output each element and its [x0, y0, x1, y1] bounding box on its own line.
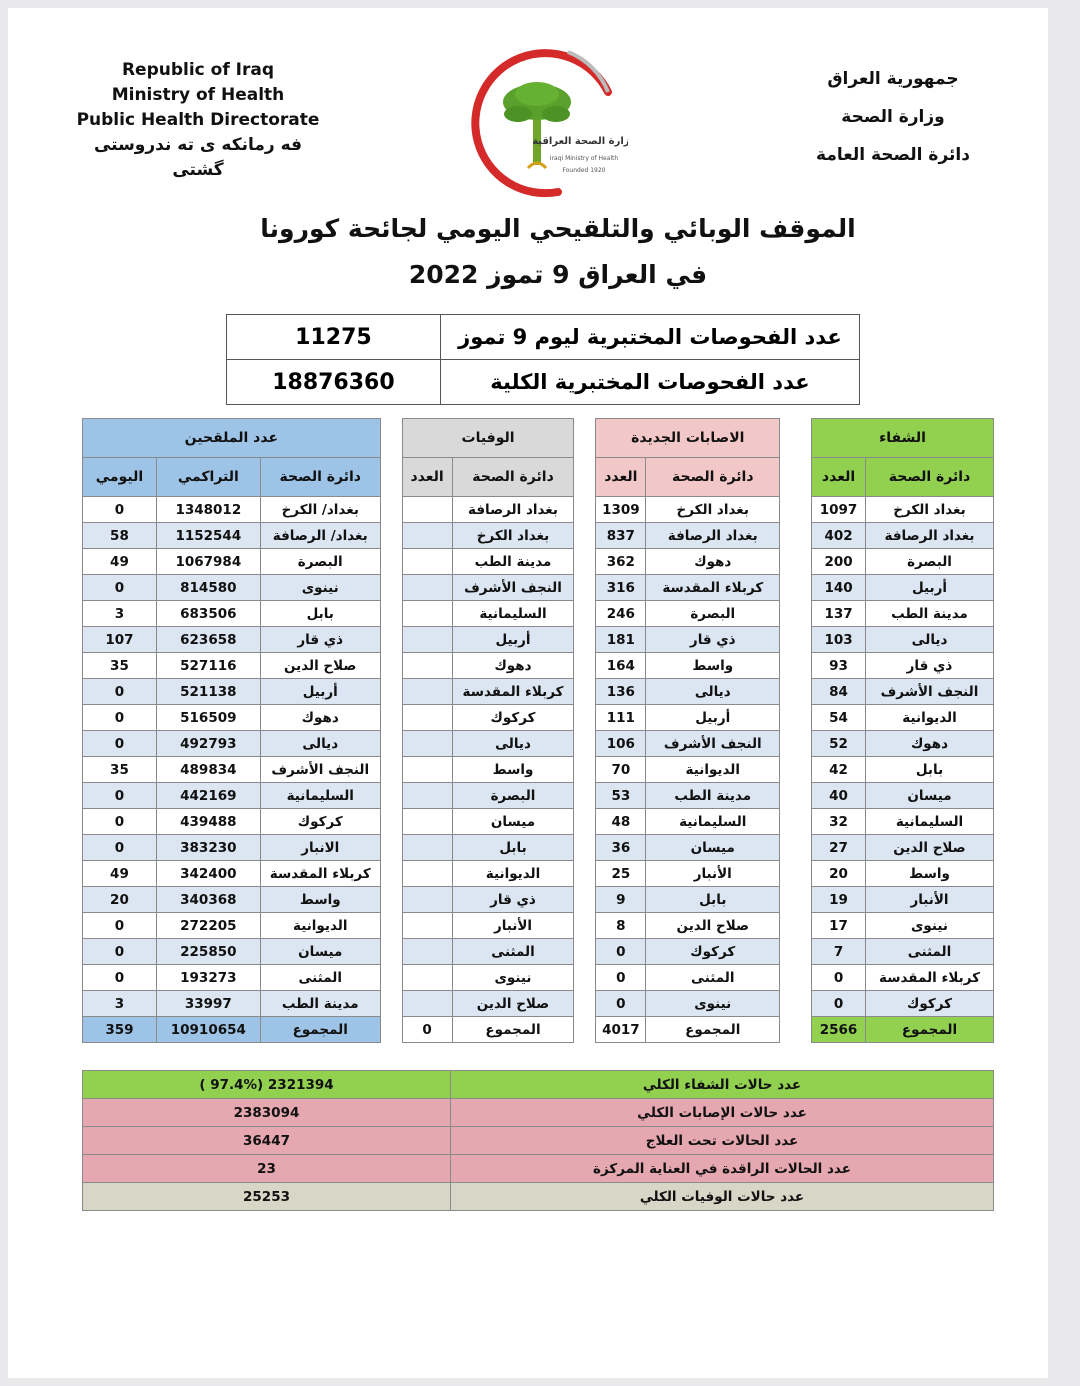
vac-cumulative-cell: 342400: [156, 861, 260, 887]
bulletin-page: [8, 8, 1048, 1378]
new-count-cell: 316: [596, 575, 646, 601]
table-row: [83, 653, 994, 679]
new-count-cell: 111: [596, 705, 646, 731]
section-new-cases: الاصابات الجديدة: [596, 419, 780, 458]
table-row: [83, 939, 994, 965]
new-count-cell: 0: [596, 939, 646, 965]
new-directorate-cell: المثنى: [646, 965, 780, 991]
summary-label: عدد الحالات تحت العلاج: [451, 1127, 994, 1155]
table-row: [83, 549, 994, 575]
total-new-label: المجموع: [646, 1017, 780, 1043]
rec-directorate-cell: بغداد الرصافة: [866, 523, 994, 549]
rec-directorate-cell: بابل: [866, 757, 994, 783]
lab-tests-daily-label: عدد الفحوصات المختبرية ليوم 9 تموز: [440, 315, 859, 360]
death-directorate-cell: الديوانية: [452, 861, 574, 887]
vac-cumulative-cell: 489834: [156, 757, 260, 783]
table-row: [83, 731, 994, 757]
vac-directorate-cell: صلاح الدين: [260, 653, 380, 679]
vac-daily-cell: 0: [83, 575, 157, 601]
death-count-cell: [402, 705, 452, 731]
summary-value: 2383094: [83, 1099, 451, 1127]
lab-tests-total-label: عدد الفحوصات المختبرية الكلية: [440, 360, 859, 405]
vac-cumulative-cell: 521138: [156, 679, 260, 705]
vac-cumulative-cell: 272205: [156, 913, 260, 939]
vac-cumulative-cell: 623658: [156, 627, 260, 653]
total-recovery-label: المجموع: [866, 1017, 994, 1043]
vac-directorate-cell: بغداد/ الكرخ: [260, 497, 380, 523]
rec-directorate-cell: السليمانية: [866, 809, 994, 835]
death-count-cell: [402, 757, 452, 783]
total-new-cases: 4017: [596, 1017, 646, 1043]
rec-count-cell: 93: [812, 653, 866, 679]
death-count-cell: [402, 549, 452, 575]
table-row: [83, 965, 994, 991]
vac-cumulative-cell: 1152544: [156, 523, 260, 549]
table-row: [83, 913, 994, 939]
total-vac-daily: 359: [83, 1017, 157, 1043]
header-en-line-3: Public Health Directorate: [76, 110, 320, 130]
rec-count-cell: 32: [812, 809, 866, 835]
rec-count-cell: 402: [812, 523, 866, 549]
vac-cumulative-cell: 33997: [156, 991, 260, 1017]
death-count-cell: [402, 653, 452, 679]
title-line-2: في العراق 9 تموز 2022: [408, 260, 708, 289]
vac-daily-cell: 0: [83, 705, 157, 731]
col-vac-directorate: دائرة الصحة: [260, 458, 380, 497]
vac-cumulative-cell: 340368: [156, 887, 260, 913]
vac-daily-cell: 0: [83, 939, 157, 965]
vac-daily-cell: 0: [83, 809, 157, 835]
new-directorate-cell: أربيل: [646, 705, 780, 731]
vac-cumulative-cell: 1067984: [156, 549, 260, 575]
new-count-cell: 1309: [596, 497, 646, 523]
header-ar-line-3: دائرة الصحة العامة: [816, 145, 970, 165]
section-deaths: الوفيات: [402, 419, 574, 458]
col-vac-cumulative: التراكمي: [156, 458, 260, 497]
rec-count-cell: 42: [812, 757, 866, 783]
vac-daily-cell: 0: [83, 913, 157, 939]
new-count-cell: 8: [596, 913, 646, 939]
death-count-cell: [402, 965, 452, 991]
death-count-cell: [402, 523, 452, 549]
vac-daily-cell: 0: [83, 497, 157, 523]
ministry-logo: [448, 32, 628, 202]
rec-count-cell: 140: [812, 575, 866, 601]
death-directorate-cell: كركوك: [452, 705, 574, 731]
new-count-cell: 0: [596, 965, 646, 991]
page-title: [208, 206, 908, 298]
death-count-cell: [402, 783, 452, 809]
death-count-cell: [402, 497, 452, 523]
summary-table: [82, 1070, 994, 1211]
new-directorate-cell: صلاح الدين: [646, 913, 780, 939]
vac-cumulative-cell: 492793: [156, 731, 260, 757]
table-row: [83, 991, 994, 1017]
new-count-cell: 0: [596, 991, 646, 1017]
col-vac-daily: اليومي: [83, 458, 157, 497]
summary-label: عدد حالات الوفيات الكلي: [451, 1183, 994, 1211]
summary-row: [83, 1127, 994, 1155]
vac-cumulative-cell: 439488: [156, 809, 260, 835]
new-directorate-cell: كركوك: [646, 939, 780, 965]
summary-row: [83, 1183, 994, 1211]
death-directorate-cell: الأنبار: [452, 913, 574, 939]
new-count-cell: 164: [596, 653, 646, 679]
table-row: [83, 523, 994, 549]
section-recovery: الشفاء: [812, 419, 994, 458]
rec-directorate-cell: صلاح الدين: [866, 835, 994, 861]
new-directorate-cell: واسط: [646, 653, 780, 679]
vac-cumulative-cell: 442169: [156, 783, 260, 809]
rec-directorate-cell: ذي قار: [866, 653, 994, 679]
death-count-cell: [402, 887, 452, 913]
rec-count-cell: 7: [812, 939, 866, 965]
rec-directorate-cell: كربلاء المقدسة: [866, 965, 994, 991]
new-directorate-cell: نينوى: [646, 991, 780, 1017]
new-directorate-cell: الأنبار: [646, 861, 780, 887]
new-directorate-cell: بغداد الرصافة: [646, 523, 780, 549]
summary-label: عدد الحالات الراقدة في العناية المركزة: [451, 1155, 994, 1183]
new-count-cell: 181: [596, 627, 646, 653]
rec-directorate-cell: واسط: [866, 861, 994, 887]
table-row: [83, 861, 994, 887]
death-directorate-cell: أربيل: [452, 627, 574, 653]
header-ar-line-2: وزارة الصحة: [841, 107, 945, 127]
table-row: [83, 679, 994, 705]
summary-value: 36447: [83, 1127, 451, 1155]
death-count-cell: [402, 991, 452, 1017]
col-rec-count: العدد: [812, 458, 866, 497]
new-directorate-cell: بابل: [646, 887, 780, 913]
new-count-cell: 362: [596, 549, 646, 575]
vac-directorate-cell: كربلاء المقدسة: [260, 861, 380, 887]
death-count-cell: [402, 835, 452, 861]
vac-directorate-cell: نينوى: [260, 575, 380, 601]
table-row: [83, 601, 994, 627]
death-directorate-cell: كربلاء المقدسة: [452, 679, 574, 705]
vac-cumulative-cell: 193273: [156, 965, 260, 991]
rec-count-cell: 103: [812, 627, 866, 653]
rec-directorate-cell: ميسان: [866, 783, 994, 809]
vac-directorate-cell: ديالى: [260, 731, 380, 757]
death-directorate-cell: نينوى: [452, 965, 574, 991]
death-directorate-cell: واسط: [452, 757, 574, 783]
table-row: [83, 627, 994, 653]
rec-count-cell: 84: [812, 679, 866, 705]
new-count-cell: 837: [596, 523, 646, 549]
death-directorate-cell: النجف الأشرف: [452, 575, 574, 601]
death-directorate-cell: دهوك: [452, 653, 574, 679]
summary-value: ( 97.4%) 2321394: [83, 1071, 451, 1099]
rec-count-cell: 200: [812, 549, 866, 575]
vac-directorate-cell: الانبار: [260, 835, 380, 861]
col-rec-directorate: دائرة الصحة: [866, 458, 994, 497]
table-row: [83, 575, 994, 601]
new-count-cell: 25: [596, 861, 646, 887]
summary-value: 25253: [83, 1183, 451, 1211]
header-english: [68, 58, 328, 183]
table-row: [83, 783, 994, 809]
death-count-cell: [402, 939, 452, 965]
death-count-cell: [402, 679, 452, 705]
logo-text-ar: وزارة الصحة العراقية: [532, 136, 628, 147]
col-death-directorate: دائرة الصحة: [452, 458, 574, 497]
vac-directorate-cell: ذي قار: [260, 627, 380, 653]
rec-count-cell: 20: [812, 861, 866, 887]
vac-directorate-cell: الديوانية: [260, 913, 380, 939]
table-row: [83, 705, 994, 731]
title-line-1: الموقف الوبائي والتلقيحي اليومي لجائحة كورونا: [260, 214, 856, 243]
col-new-directorate: دائرة الصحة: [646, 458, 780, 497]
death-count-cell: [402, 601, 452, 627]
rec-directorate-cell: نينوى: [866, 913, 994, 939]
death-directorate-cell: صلاح الدين: [452, 991, 574, 1017]
vac-directorate-cell: البصرة: [260, 549, 380, 575]
death-directorate-cell: ميسان: [452, 809, 574, 835]
rec-count-cell: 0: [812, 965, 866, 991]
vac-cumulative-cell: 383230: [156, 835, 260, 861]
death-count-cell: [402, 861, 452, 887]
death-count-cell: [402, 809, 452, 835]
vac-cumulative-cell: 527116: [156, 653, 260, 679]
vac-directorate-cell: دهوك: [260, 705, 380, 731]
rec-directorate-cell: المثنى: [866, 939, 994, 965]
death-directorate-cell: بابل: [452, 835, 574, 861]
total-recovery: 2566: [812, 1017, 866, 1043]
vac-cumulative-cell: 225850: [156, 939, 260, 965]
vac-directorate-cell: واسط: [260, 887, 380, 913]
new-count-cell: 106: [596, 731, 646, 757]
death-directorate-cell: المثنى: [452, 939, 574, 965]
new-directorate-cell: البصرة: [646, 601, 780, 627]
totals-row: [83, 1017, 994, 1043]
vac-daily-cell: 49: [83, 549, 157, 575]
total-vac-label: المجموع: [260, 1017, 380, 1043]
vac-directorate-cell: كركوك: [260, 809, 380, 835]
vac-daily-cell: 0: [83, 731, 157, 757]
rec-count-cell: 17: [812, 913, 866, 939]
vac-daily-cell: 58: [83, 523, 157, 549]
lab-tests-table: [226, 314, 860, 405]
vac-directorate-cell: ميسان: [260, 939, 380, 965]
death-count-cell: [402, 913, 452, 939]
rec-directorate-cell: الديوانية: [866, 705, 994, 731]
col-new-count: العدد: [596, 458, 646, 497]
death-directorate-cell: ذي قار: [452, 887, 574, 913]
lab-tests-daily-row: [227, 315, 860, 360]
new-directorate-cell: كربلاء المقدسة: [646, 575, 780, 601]
rec-count-cell: 0: [812, 991, 866, 1017]
rec-count-cell: 19: [812, 887, 866, 913]
lab-tests-total-row: [227, 360, 860, 405]
vac-daily-cell: 3: [83, 991, 157, 1017]
table-row: [83, 887, 994, 913]
total-vac-cumulative: 10910654: [156, 1017, 260, 1043]
header-ar-line-1: جمهورية العراق: [827, 69, 959, 89]
vac-directorate-cell: بغداد/ الرصافة: [260, 523, 380, 549]
ministry-logo-icon: [448, 32, 628, 202]
death-directorate-cell: السليمانية: [452, 601, 574, 627]
rec-count-cell: 54: [812, 705, 866, 731]
logo-founded: Founded 1920: [562, 167, 606, 174]
rec-directorate-cell: البصرة: [866, 549, 994, 575]
summary-row: [83, 1099, 994, 1127]
vac-directorate-cell: بابل: [260, 601, 380, 627]
provinces-table: [82, 418, 994, 1043]
rec-count-cell: 1097: [812, 497, 866, 523]
new-count-cell: 246: [596, 601, 646, 627]
summary-label: عدد حالات الشفاء الكلي: [451, 1071, 994, 1099]
vac-daily-cell: 20: [83, 887, 157, 913]
summary-label: عدد حالات الإصابات الكلي: [451, 1099, 994, 1127]
new-count-cell: 9: [596, 887, 646, 913]
new-directorate-cell: مدينة الطب: [646, 783, 780, 809]
rec-directorate-cell: كركوك: [866, 991, 994, 1017]
death-directorate-cell: ديالى: [452, 731, 574, 757]
total-deaths: 0: [402, 1017, 452, 1043]
rec-directorate-cell: أربيل: [866, 575, 994, 601]
vac-daily-cell: 35: [83, 653, 157, 679]
lab-tests-daily-value: 11275: [227, 315, 441, 360]
table-row: [83, 497, 994, 523]
summary-value: 23: [83, 1155, 451, 1183]
rec-directorate-cell: مدينة الطب: [866, 601, 994, 627]
logo-text-en: Iraqi Ministry of Health: [549, 155, 619, 162]
death-count-cell: [402, 627, 452, 653]
col-death-count: العدد: [402, 458, 452, 497]
new-directorate-cell: النجف الأشرف: [646, 731, 780, 757]
section-header-row: [83, 419, 994, 458]
rec-count-cell: 27: [812, 835, 866, 861]
new-count-cell: 70: [596, 757, 646, 783]
new-directorate-cell: السليمانية: [646, 809, 780, 835]
rec-count-cell: 40: [812, 783, 866, 809]
new-count-cell: 48: [596, 809, 646, 835]
vac-cumulative-cell: 814580: [156, 575, 260, 601]
vac-daily-cell: 0: [83, 965, 157, 991]
vac-daily-cell: 0: [83, 783, 157, 809]
new-directorate-cell: ميسان: [646, 835, 780, 861]
new-directorate-cell: الديوانية: [646, 757, 780, 783]
vac-cumulative-cell: 683506: [156, 601, 260, 627]
vac-daily-cell: 0: [83, 679, 157, 705]
vac-daily-cell: 3: [83, 601, 157, 627]
new-directorate-cell: دهوك: [646, 549, 780, 575]
new-directorate-cell: بغداد الكرخ: [646, 497, 780, 523]
rec-count-cell: 137: [812, 601, 866, 627]
death-count-cell: [402, 575, 452, 601]
lab-tests-total-value: 18876360: [227, 360, 441, 405]
rec-directorate-cell: ديالى: [866, 627, 994, 653]
new-count-cell: 36: [596, 835, 646, 861]
death-directorate-cell: مدينة الطب: [452, 549, 574, 575]
vac-daily-cell: 49: [83, 861, 157, 887]
rec-directorate-cell: الأنبار: [866, 887, 994, 913]
vac-daily-cell: 35: [83, 757, 157, 783]
rec-count-cell: 52: [812, 731, 866, 757]
table-row: [83, 809, 994, 835]
header-kurdish-line: فه رمانكه ى ته ندروستى گشتى: [93, 135, 303, 180]
vac-directorate-cell: أربيل: [260, 679, 380, 705]
header-arabic: [778, 60, 1008, 174]
table-row: [83, 835, 994, 861]
vac-daily-cell: 0: [83, 835, 157, 861]
header-en-line-1: Republic of Iraq: [121, 60, 275, 80]
rec-directorate-cell: بغداد الكرخ: [866, 497, 994, 523]
new-count-cell: 53: [596, 783, 646, 809]
vac-directorate-cell: مدينة الطب: [260, 991, 380, 1017]
column-header-row: [83, 458, 994, 497]
summary-row: [83, 1155, 994, 1183]
vac-cumulative-cell: 516509: [156, 705, 260, 731]
summary-row: [83, 1071, 994, 1099]
vac-directorate-cell: المثنى: [260, 965, 380, 991]
vac-daily-cell: 107: [83, 627, 157, 653]
new-directorate-cell: ذي قار: [646, 627, 780, 653]
new-count-cell: 136: [596, 679, 646, 705]
rec-directorate-cell: النجف الأشرف: [866, 679, 994, 705]
total-deaths-label: المجموع: [452, 1017, 574, 1043]
death-directorate-cell: البصرة: [452, 783, 574, 809]
table-row: [83, 757, 994, 783]
death-directorate-cell: بغداد الكرخ: [452, 523, 574, 549]
rec-directorate-cell: دهوك: [866, 731, 994, 757]
vac-directorate-cell: السليمانية: [260, 783, 380, 809]
death-count-cell: [402, 731, 452, 757]
section-vaccinated: عدد الملقحين: [83, 419, 381, 458]
death-directorate-cell: بغداد الرصافة: [452, 497, 574, 523]
new-directorate-cell: ديالى: [646, 679, 780, 705]
vac-cumulative-cell: 1348012: [156, 497, 260, 523]
vac-directorate-cell: النجف الأشرف: [260, 757, 380, 783]
header-en-line-2: Ministry of Health: [111, 85, 285, 105]
